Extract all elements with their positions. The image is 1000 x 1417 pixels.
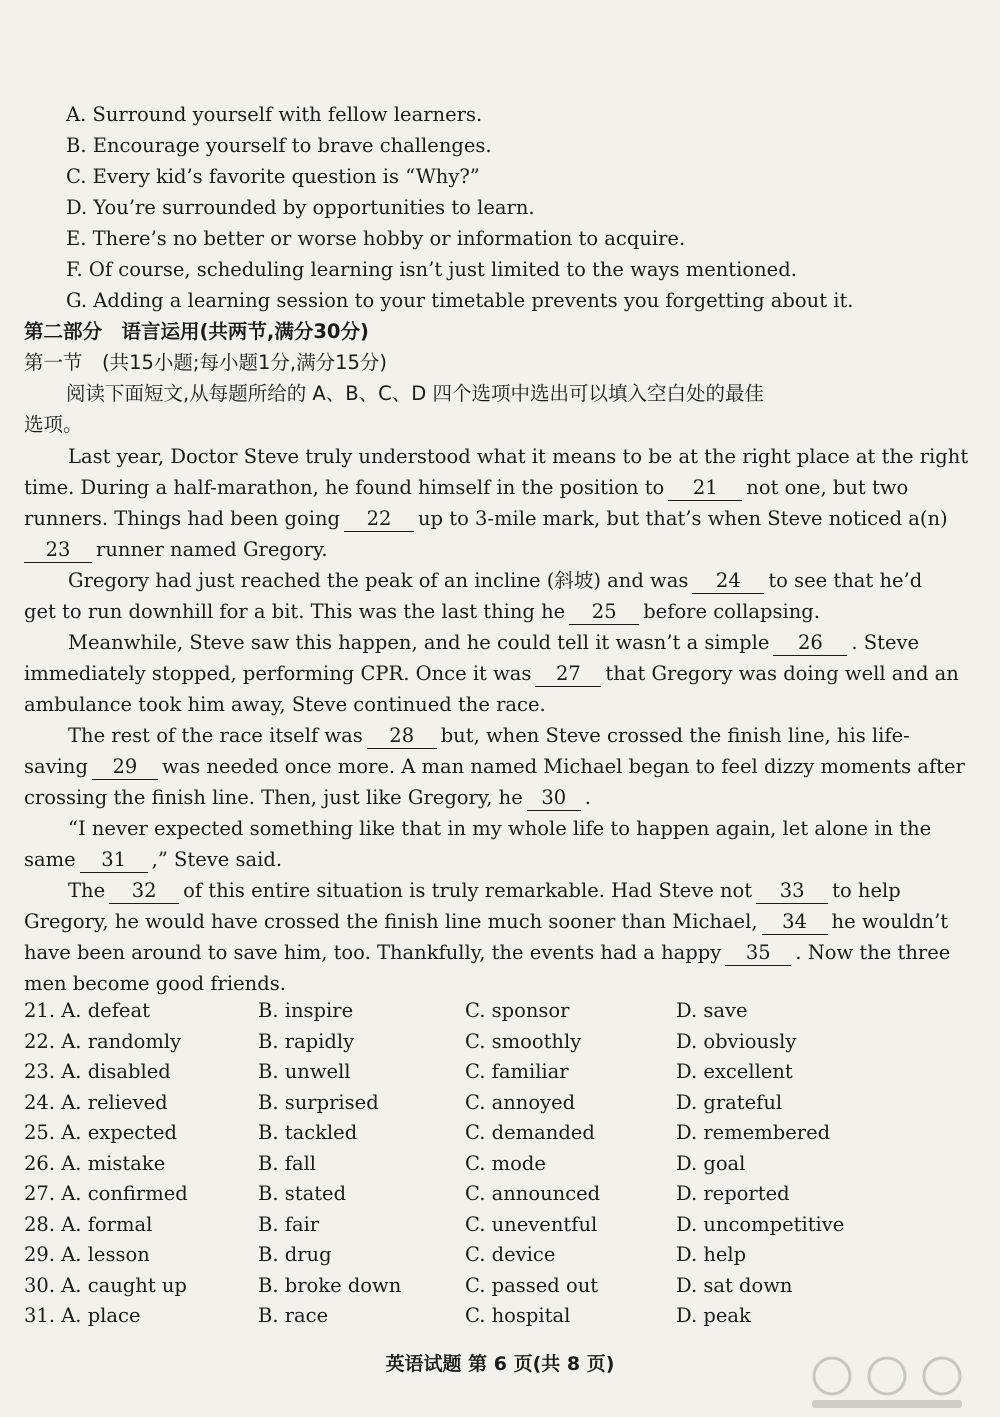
passage-line: Meanwhile, Steve saw this happen, and he could tell it wasn’t a simple 26 . Steve xyxy=(68,631,920,654)
option-d: D. You’re surrounded by opportunities to learn. xyxy=(66,196,535,219)
passage-line: “I never expected something like that in my whole life to happen again, let alone in the xyxy=(68,817,932,840)
passage-line: runners. Things had been going 22 up to 3-mile mark, but that’s when Steve noticed a(n) xyxy=(24,507,948,530)
passage-line: saving 29 was needed once more. A man named Michael began to feel dizzy moments after xyxy=(24,755,965,778)
question-row-29: 29. A. lesson B. drug C. device D. help xyxy=(24,1243,747,1266)
option-f: F. Of course, scheduling learning isn’t just limited to the ways mentioned. xyxy=(66,258,797,281)
blank-29: 29 xyxy=(92,755,158,780)
option-c: C. Every kid’s favorite question is “Why?” xyxy=(66,165,480,188)
question-row-24: 24. A. relieved B. surprised C. annoyed D. grateful xyxy=(24,1090,783,1114)
blank-26: 26 xyxy=(773,631,847,656)
blank-30: 30 xyxy=(527,786,581,811)
passage-line: The 32 of this entire situation is truly remarkable. Had Steve not 33 to help xyxy=(68,879,901,902)
blank-24: 24 xyxy=(692,569,764,594)
section-subtitle: 第一节 (共15小题;每小题1分,满分15分) xyxy=(24,351,388,374)
passage-line: 23 runner named Gregory. xyxy=(24,534,974,565)
option-e: E. There’s no better or worse hobby or information to acquire. xyxy=(66,227,686,250)
blank-23: 23 xyxy=(24,538,92,563)
blank-21: 21 xyxy=(668,476,742,501)
passage-line: men become good friends. xyxy=(24,972,286,995)
passage-line: immediately stopped, performing CPR. Once it was 27 that Gregory was doing well and an xyxy=(24,662,959,685)
question-row-26: 26. A. mistake B. fall C. mode D. goal xyxy=(24,1151,746,1175)
passage-line: same 31 ,” Steve said. xyxy=(24,848,283,871)
question-row-21: 21. A. defeat B. inspire C. sponsor D. save xyxy=(24,999,748,1022)
passage-line: have been around to save him, too. Thankfully, the events had a happy 35 . Now the three xyxy=(24,941,951,964)
passage-line: Gregory had just reached the peak of an incline (斜坡) and was 24 to see that he’d xyxy=(68,569,923,592)
blank-27: 27 xyxy=(535,662,601,687)
blank-28: 28 xyxy=(367,724,437,749)
blank-25: 25 xyxy=(569,600,639,625)
instruction-line-1: 阅读下面短文,从每题所给的 A、B、C、D 四个选项中选出可以填入空白处的最佳 xyxy=(66,382,764,405)
blank-32: 32 xyxy=(109,879,179,904)
option-a: A. Surround yourself with fellow learners. xyxy=(66,103,483,126)
question-row-31: 31. A. place B. race C. hospital D. peak xyxy=(24,1304,751,1327)
page-footer: 英语试题 第 6 页(共 8 页) xyxy=(385,1353,615,1375)
question-row-30: 30. A. caught up B. broke down C. passed out D. sat down xyxy=(24,1273,793,1297)
question-row-25: 25. A. expected B. tackled C. demanded D. remembered xyxy=(24,1121,831,1144)
option-b: B. Encourage yourself to brave challenges. xyxy=(66,134,492,157)
part-title: 第二部分 语言运用(共两节,满分30分) xyxy=(24,320,369,343)
blank-35: 35 xyxy=(725,941,791,966)
blank-22: 22 xyxy=(344,507,414,532)
blank-34: 34 xyxy=(762,910,828,935)
passage-line: get to run downhill for a bit. This was the last thing he 25 before collapsing. xyxy=(24,600,820,623)
passage-line: ambulance took him away, Steve continued the race. xyxy=(24,693,546,716)
passage-line: Last year, Doctor Steve truly understood what it means to be at the right place at the right xyxy=(68,445,969,468)
instruction-line-2: 选项。 xyxy=(24,413,83,436)
watermark-logo-icon xyxy=(792,1352,982,1412)
question-row-27: 27. A. confirmed B. stated C. announced D. reported xyxy=(24,1182,790,1205)
passage-line: The rest of the race itself was 28 but, when Steve crossed the finish line, his life- xyxy=(68,724,910,747)
passage-line: Gregory, he would have crossed the finish line much sooner than Michael, 34 he wouldn’t xyxy=(24,910,949,933)
blank-33: 33 xyxy=(756,879,828,904)
question-row-28: 28. A. formal B. fair C. uneventful D. uncompetitive xyxy=(24,1212,845,1236)
question-row-23: 23. A. disabled B. unwell C. familiar D. excellent xyxy=(24,1060,793,1083)
passage-line: time. During a half-marathon, he found himself in the position to 21 not one, but two xyxy=(24,476,909,499)
passage-line: crossing the finish line. Then, just like Gregory, he 30 . xyxy=(24,786,591,809)
question-row-22: 22. A. randomly B. rapidly C. smoothly D. obviously xyxy=(24,1029,797,1053)
blank-31: 31 xyxy=(80,848,148,873)
option-g: G. Adding a learning session to your timetable prevents you forgetting about it. xyxy=(66,289,854,312)
